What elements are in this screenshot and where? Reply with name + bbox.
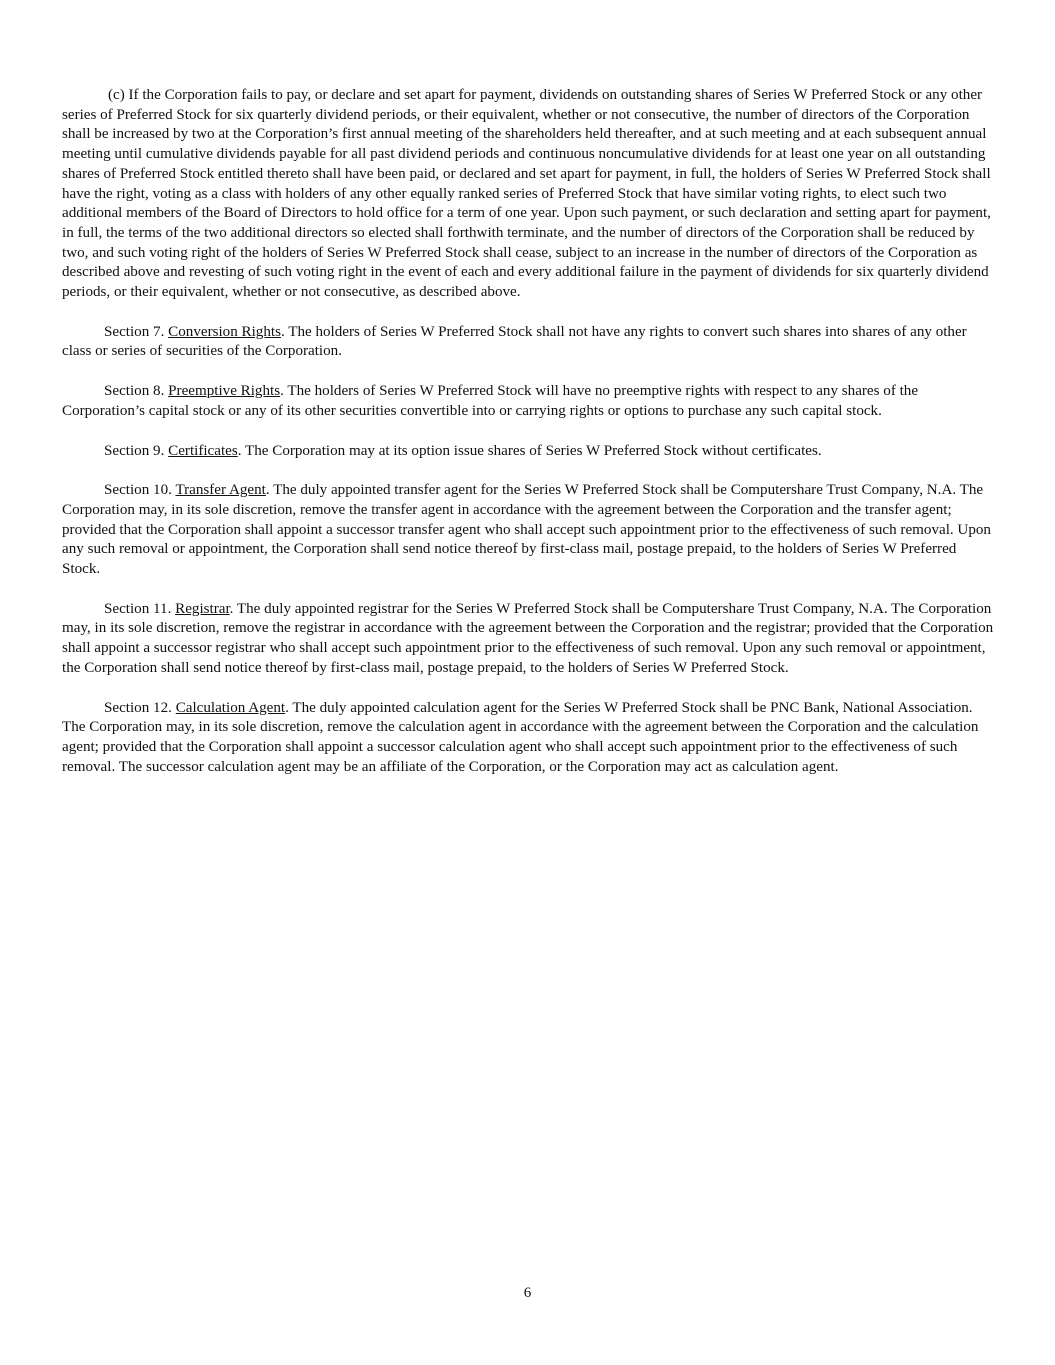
section-number: Section 7. xyxy=(104,323,165,340)
section-heading: Registrar xyxy=(175,600,230,617)
section-body: . The duly appointed registrar for the Series W Preferred Stock shall be Computershare Trust Company, N.A. The Corporation may, in its sole discretion, remove the registrar in accordance with the agreement between the Corporation and the registrar; provided that the Corporation shall appoint a successor registrar who shall accept such appointment prior to the effectiveness of such removal. Upon any such removal or appointment, the Corporation shall send notice thereof by first-class mail, postage prepaid, to the holders of Series W Preferred Stock. xyxy=(62,600,994,676)
paragraph-c: (c) If the Corporation fails to pay, or declare and set apart for payment, dividends on outstanding shares of Series W Preferred Stock or any other series of Preferred Stock for six quarterly dividend periods, or their equivalent, whether or not consecutive, the number of directors of the Corporation shall be increased by two at the Corporation’s first annual meeting of the shareholders held thereafter, and at such meeting and at each subsequent annual meeting until cumulative dividends payable for all past dividend periods and continuous noncumulative dividends for at least one year on all outstanding shares of Preferred Stock entitled thereto shall have been paid, or declared and set apart for payment, in full, the holders of Series W Preferred Stock shall have the right, voting as a class with holders of any other equally ranked series of Preferred Stock that have similar voting rights, to elect such two additional members of the Board of Directors to hold office for a term of one year. Upon such payment, or such declaration and setting apart for payment, in full, the terms of the two additional directors so elected shall forthwith terminate, and the number of directors of the Corporation shall be reduced by two, and such voting right of the holders of Series W Preferred Stock shall cease, subject to an increase in the number of directors of the Corporation as described above and revesting of such voting right in the event of each and every additional failure in the payment of dividends for six quarterly dividend periods, or their equivalent, whether or not consecutive, as described above. xyxy=(62,87,991,301)
section-number: Section 11. xyxy=(104,600,172,617)
page-number: 6 xyxy=(523,1285,532,1301)
section-11 xyxy=(62,600,995,679)
section-body: . The holders of Series W Preferred Stock shall not have any rights to convert such shares into shares of any other class or series of securities of the Corporation. xyxy=(62,323,967,360)
section-9 xyxy=(62,442,995,462)
section-number: Section 9. xyxy=(104,442,165,459)
section-body: . The duly appointed calculation agent for the Series W Preferred Stock shall be PNC Bank, National Association. The Corporation may, in its sole discretion, remove the calculation agent in accordance with the agreement between the Corporation and the calculation agent; provided that the Corporation shall appoint a successor calculation agent who shall accept such appointment prior to the effectiveness of such removal. The successor calculation agent may be an affiliate of the Corporation, or the Corporation may act as calculation agent. xyxy=(62,699,979,775)
section-heading: Calculation Agent xyxy=(175,699,286,716)
section-body: . The holders of Series W Preferred Stock will have no preemptive rights with respect to any shares of the Corporation’s capital stock or any of its other securities convertible into or carrying rights or options to purchase any such capital stock. xyxy=(62,383,919,419)
section-number: Section 12. xyxy=(104,699,172,716)
document-page xyxy=(62,86,995,797)
section-heading: Conversion Rights xyxy=(168,323,281,340)
section-10 xyxy=(62,481,995,580)
section-12 xyxy=(62,699,995,778)
section-8 xyxy=(62,382,995,421)
section-heading: Preemptive Rights xyxy=(168,383,281,400)
section-number: Section 8. xyxy=(104,383,165,400)
section-number: Section 10. xyxy=(104,482,172,499)
section-7 xyxy=(62,323,995,362)
section-heading: Certificates xyxy=(168,442,238,459)
section-body: . The duly appointed transfer agent for the Series W Preferred Stock shall be Computershare Trust Company, N.A. The Corporation may, in its sole discretion, remove the transfer agent in accordance with the agreement between the Corporation and the transfer agent; provided that the Corporation shall appoint a successor transfer agent who shall accept such appointment prior to the effectiveness of such removal. Upon any such removal or appointment, the Corporation shall send notice thereof by first-class mail, postage prepaid, to the holders of Series W Preferred Stock. xyxy=(62,482,991,578)
section-body: . The Corporation may at its option issue shares of Series W Preferred Stock without certificates. xyxy=(237,442,822,459)
section-heading: Transfer Agent xyxy=(175,482,266,499)
